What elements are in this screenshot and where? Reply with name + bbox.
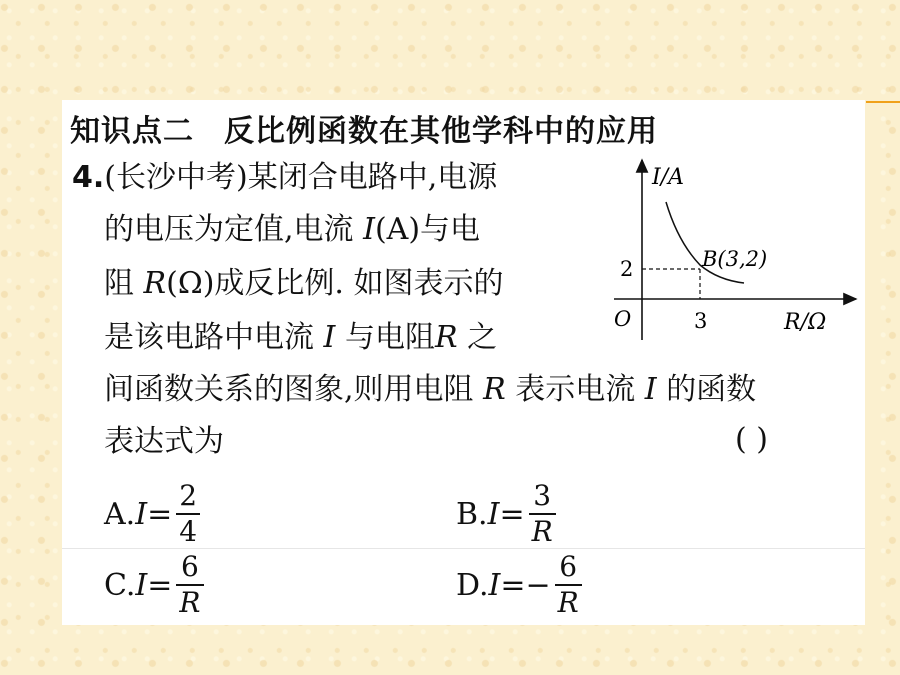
y-tick-2: 2 (620, 257, 634, 281)
question-line-4: 是该电路中电流 I 与电阻R 之 (104, 320, 498, 355)
question-line-5: 间函数关系的图象,则用电阻 R 表示电流 I 的函数 (104, 372, 757, 407)
point-b-label: B(3,2) (702, 247, 768, 271)
section-heading: 反比例函数在其他学科中的应用 (224, 114, 658, 149)
inverse-proportion-graph (606, 152, 868, 344)
option-c[interactable]: C. I = $\frac{6}{R}$ (104, 553, 204, 617)
section-title (70, 106, 658, 150)
option-divider (62, 548, 865, 549)
option-a[interactable]: A. I = $\frac{2}{4}$ (104, 482, 200, 546)
x-axis-label: R/Ω (784, 310, 827, 335)
option-d-fraction: $\frac{6}{R}$ (555, 553, 582, 617)
option-b[interactable]: B. I = $\frac{3}{R}$ (456, 482, 556, 546)
question-line-6: 表达式为 (104, 424, 224, 459)
option-b-fraction: $\frac{3}{R}$ (529, 482, 556, 546)
option-a-fraction: $\frac{2}{4}$ (176, 482, 200, 546)
accent-line (866, 101, 900, 103)
origin-label: O (614, 307, 632, 331)
x-tick-3: 3 (694, 309, 708, 333)
question-number: 4. (72, 160, 105, 195)
section-label: 知识点二 (70, 114, 194, 149)
question-line-1: 4.(长沙中考)某闭合电路中,电源 (72, 160, 498, 195)
option-d[interactable]: D. I = − $\frac{6}{R}$ (456, 553, 582, 617)
question-line-3: 阻 R(Ω)成反比例. 如图表示的 (104, 266, 504, 301)
y-axis-label: I/A (652, 165, 684, 190)
answer-blank[interactable]: ( ) (735, 422, 768, 457)
option-c-fraction: $\frac{6}{R}$ (176, 553, 203, 617)
question-line-2: 的电压为定值,电流 I(A)与电 (104, 212, 481, 247)
